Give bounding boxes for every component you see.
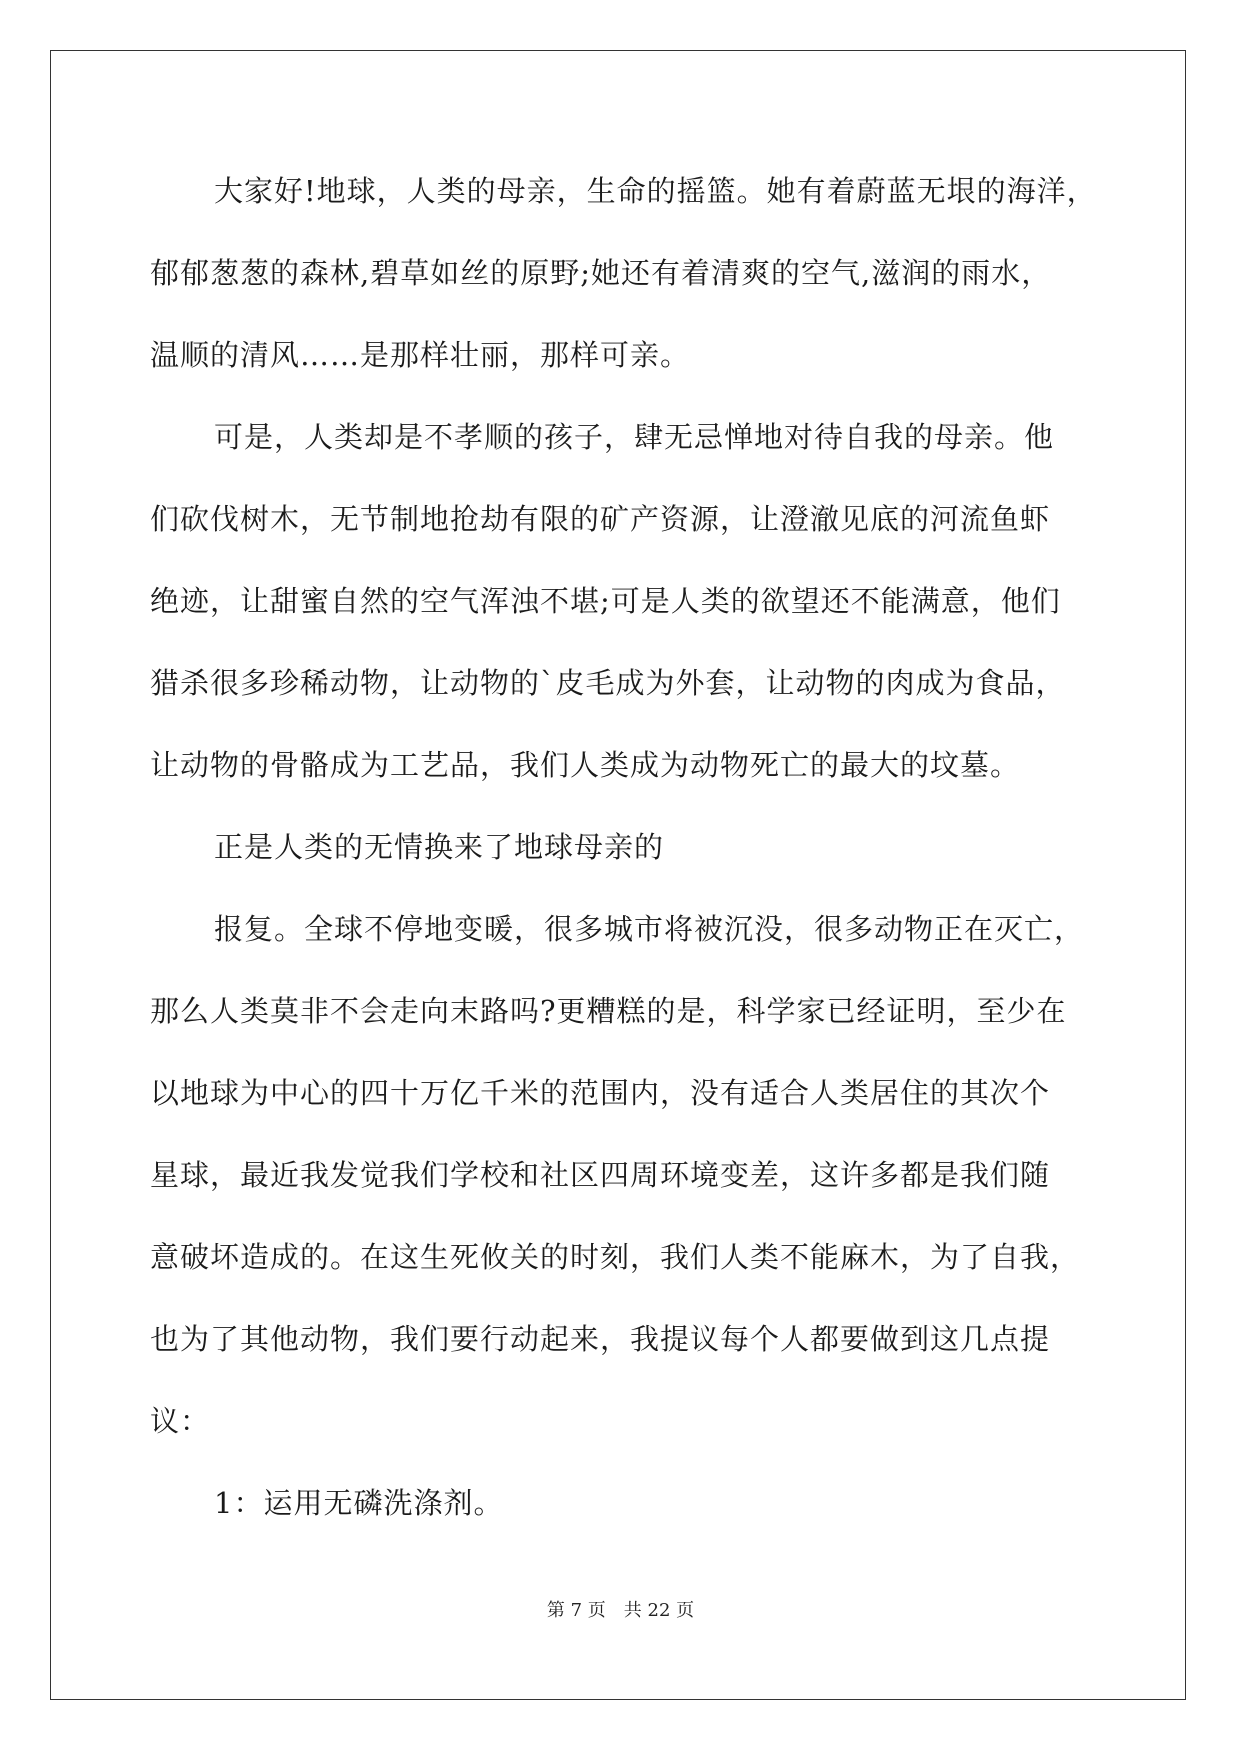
text-line: 让动物的骨骼成为工艺品，我们人类成为动物死亡的最大的坟墓。 xyxy=(150,748,1021,782)
text-line: 报复。全球不停地变暖，很多城市将被沉没，很多动物正在灭亡， xyxy=(214,912,1085,946)
text-line: 猎杀很多珍稀动物，让动物的`皮毛成为外套，让动物的肉成为食品， xyxy=(150,666,1066,700)
text-line: 也为了其他动物，我们要行动起来，我提议每个人都要做到这几点提 xyxy=(150,1322,1051,1356)
text-line: 绝迹，让甜蜜自然的空气浑浊不堪;可是人类的欲望还不能满意，他们 xyxy=(150,584,1061,618)
text-line: 那么人类莫非不会走向末路吗?更糟糕的是，科学家已经证明，至少在 xyxy=(150,994,1067,1028)
text-line: 大家好!地球，人类的母亲，生命的摇篮。她有着蔚蓝无垠的海洋， xyxy=(214,174,1097,208)
text-line: 可是，人类却是不孝顺的孩子，肆无忌惮地对待自我的母亲。他 xyxy=(214,420,1055,454)
page-number-total: 共 22 页 xyxy=(623,1600,695,1621)
text-line: 正是人类的无情换来了地球母亲的 xyxy=(214,830,665,864)
text-line: 温顺的清风……是那样壮丽，那样可亲。 xyxy=(150,338,691,372)
text-line: 们砍伐树木，无节制地抢劫有限的矿产资源，让澄澈见底的河流鱼虾 xyxy=(150,502,1051,536)
text-line: 以地球为中心的四十万亿千米的范围内，没有适合人类居住的其次个 xyxy=(150,1076,1051,1110)
text-line: 星球，最近我发觉我们学校和社区四周环境变差，这许多都是我们随 xyxy=(150,1158,1051,1192)
paragraph-earth-mother xyxy=(150,150,1110,396)
page-number-current: 第 7 页 xyxy=(546,1600,606,1621)
text-line: 议： xyxy=(150,1404,211,1438)
page-footer xyxy=(0,1596,1241,1622)
document-body xyxy=(150,150,1110,1544)
text-line: 郁郁葱葱的森林,碧草如丝的原野;她还有着清爽的空气,滋润的雨水， xyxy=(150,256,1052,290)
text-line: 1：运用无磷洗涤剂。 xyxy=(214,1486,504,1520)
paragraph-suggestion-1 xyxy=(150,1462,1110,1544)
paragraph-revenge xyxy=(150,888,1110,1462)
paragraph-human-destruction xyxy=(150,396,1110,806)
text-line: 意破坏造成的。在这生死攸关的时刻，我们人类不能麻木，为了自我， xyxy=(150,1240,1081,1274)
paragraph-ruthlessness xyxy=(150,806,1110,888)
